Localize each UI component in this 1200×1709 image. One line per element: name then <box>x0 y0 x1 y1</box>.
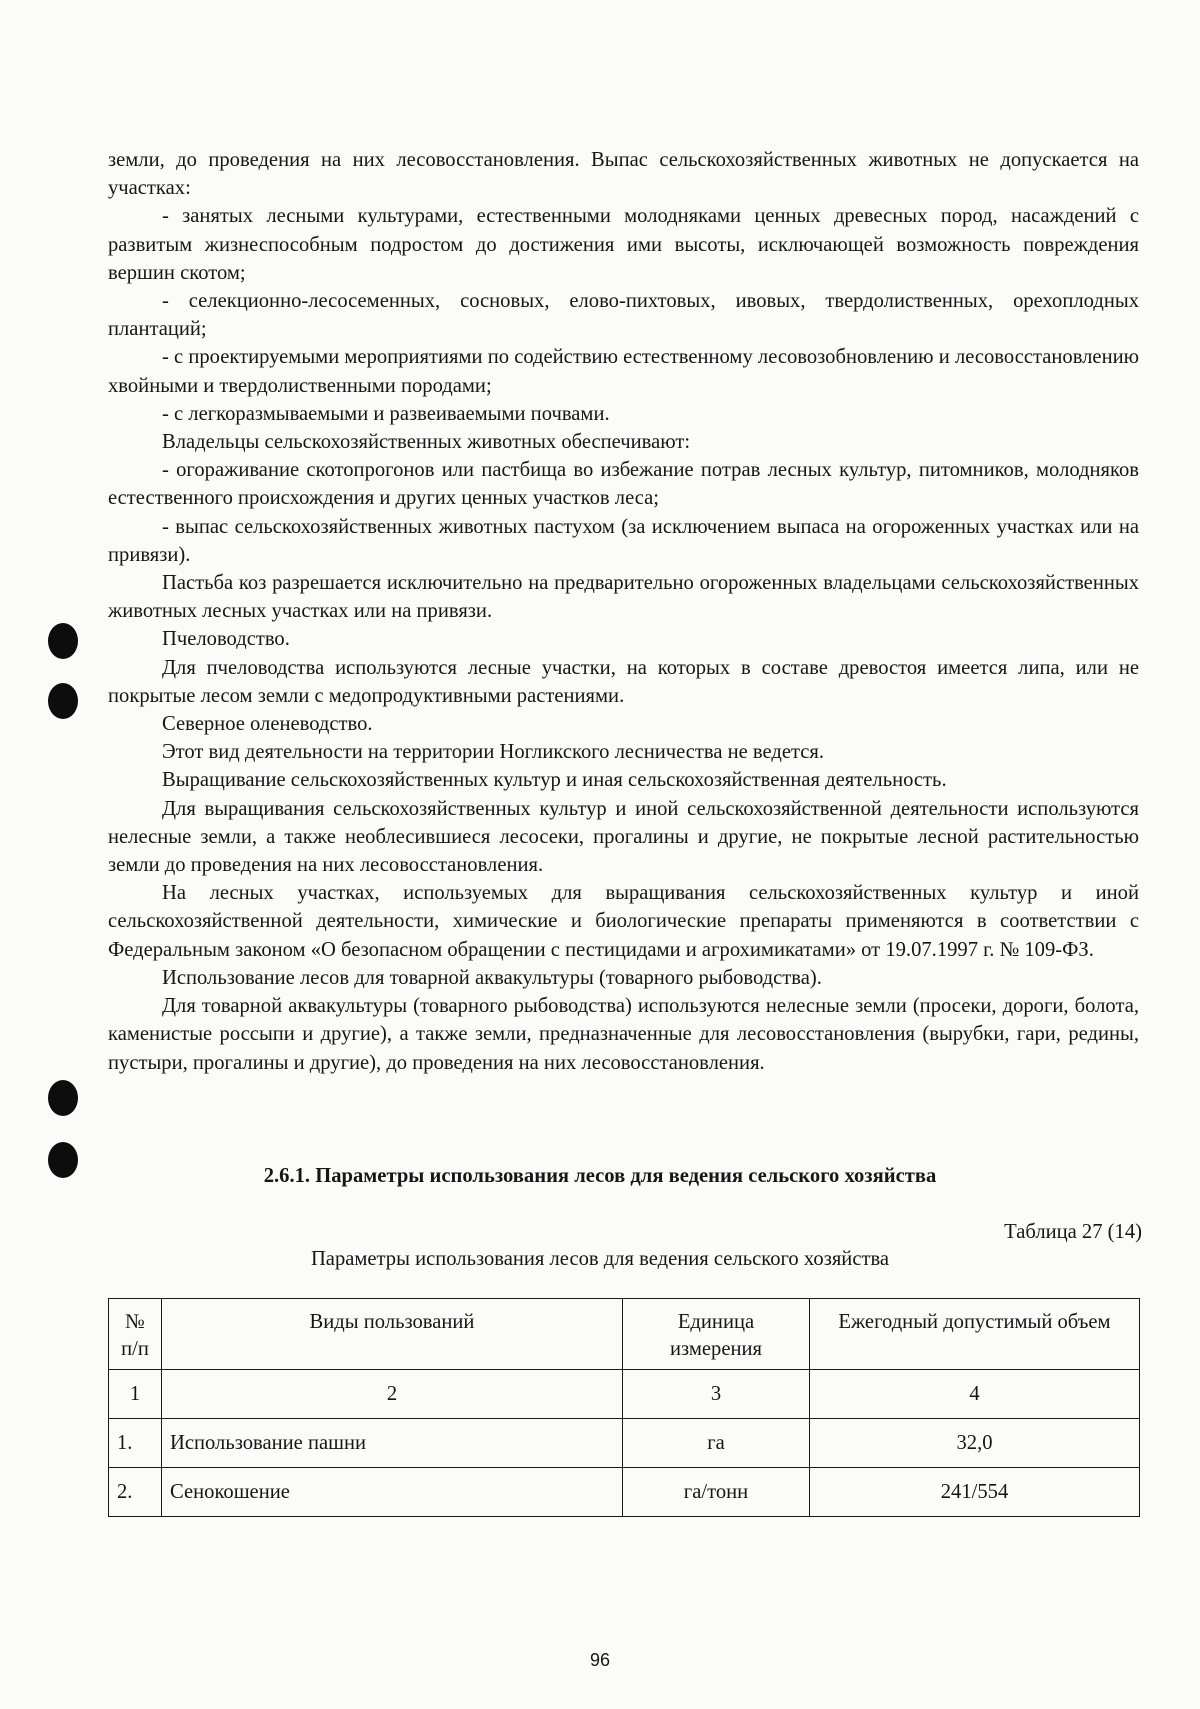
punch-hole-2 <box>48 683 78 719</box>
row-unit: га <box>623 1419 810 1468</box>
paragraph: земли, до проведения на них лесовосстановления. Выпас сельскохозяйственных животных не допускается на участках: <box>108 149 1139 200</box>
table-number: Таблица 27 (14) <box>1004 1221 1142 1243</box>
row-unit: га/тонн <box>623 1468 810 1517</box>
row-annual-volume: 32,0 <box>810 1419 1140 1468</box>
punch-hole-1 <box>48 623 78 659</box>
paragraph: Выращивание сельскохозяйственных культур и иная сельскохозяйственная деятельность. <box>162 769 947 792</box>
table-row <box>109 1419 1140 1468</box>
paragraph: Северное оленеводство. <box>162 713 373 736</box>
table-title: Параметры использования лесов для ведения сельского хозяйства <box>310 1248 890 1270</box>
row-number: 2. <box>109 1468 162 1517</box>
header-number: № п/п <box>109 1299 162 1370</box>
header-annual-volume: Ежегодный допустимый объем <box>810 1299 1140 1370</box>
table-header-row <box>109 1299 1140 1370</box>
column-number-2: 2 <box>162 1370 623 1419</box>
paragraph: Для выращивания сельскохозяйственных культур и иной сельскохозяйственной деятельности используются нелесные земли, а также необлесившиеся лесосеки, прогалины и другие, не покрытые лесной растительностью земли до проведения на них лесовосстановления. <box>108 797 1139 877</box>
row-usage-type: Использование пашни <box>162 1419 623 1468</box>
column-number-4: 4 <box>810 1370 1140 1419</box>
paragraph: Для пчеловодства используются лесные участки, на которых в составе древостоя имеется липа, или не покрытые лесом земли с медопродуктивными растениями. <box>108 656 1139 707</box>
row-number: 1. <box>109 1419 162 1468</box>
punch-hole-3 <box>48 1080 78 1116</box>
paragraph: Пастьба коз разрешается исключительно на предварительно огороженных владельцами сельскохозяйственных животных лесных участках или на привязи. <box>108 572 1139 623</box>
section-heading: 2.6.1. Параметры использования лесов для ведения сельского хозяйства <box>263 1165 937 1187</box>
paragraph: - с проектируемыми мероприятиями по содействию естественному лесовозобновлению и лесовосстановлению хвойными и твердолиственными породами; <box>108 346 1139 397</box>
row-usage-type: Сенокошение <box>162 1468 623 1517</box>
column-number-3: 3 <box>623 1370 810 1419</box>
paragraph: Для товарной аквакультуры (товарного рыбоводства) используются нелесные земли (просеки, дороги, болота, каменистые россыпи и другие), а также земли, предназначенные для лесовосстановления (вырубки, гари, редины, пустыри, прогалины и другие), до проведения на них лесовосстановления. <box>108 995 1139 1074</box>
row-annual-volume: 241/554 <box>810 1468 1140 1517</box>
paragraph: Использование лесов для товарной аквакультуры (товарного рыбоводства). <box>162 966 822 989</box>
column-number-1: 1 <box>109 1370 162 1419</box>
page-number: 96 <box>589 1650 611 1670</box>
parameters-table <box>108 1298 1140 1517</box>
paragraph: Этот вид деятельности на территории Ногликского лесничества не ведется. <box>162 741 825 764</box>
header-usage-types: Виды пользований <box>162 1299 623 1370</box>
header-unit: Единица измерения <box>623 1299 810 1370</box>
paragraph: - с легкоразмываемыми и развеиваемыми почвами. <box>162 402 610 425</box>
paragraph: - выпас сельскохозяйственных животных пастухом (за исключением выпаса на огороженных участках или на привязи). <box>108 515 1139 566</box>
paragraph: На лесных участках, используемых для выращивания сельскохозяйственных культур и иной сельскохозяйственной деятельности, химические и биологические препараты применяются в соответствии с Федеральным законом «О безопасном обращении с пестицидами и агрохимикатами» от 19.07.1997 г. № 109-ФЗ. <box>108 882 1139 961</box>
body-text <box>108 146 1139 1077</box>
paragraph: - занятых лесными культурами, естественными молодняками ценных древесных пород, насаждений с развитым жизнеспособным подростом до достижения ими высоты, исключающей возможность повреждения вершин скотом; <box>108 205 1139 284</box>
table-row <box>109 1468 1140 1517</box>
table-column-numbers-row <box>109 1370 1140 1419</box>
paragraph: - селекционно-лесосеменных, сосновых, елово-пихтовых, ивовых, твердолиственных, орехоплодных плантаций; <box>108 290 1139 341</box>
paragraph: - огораживание скотопрогонов или пастбища во избежание потрав лесных культур, питомников, молодняков естественного происхождения и других ценных участков леса; <box>108 459 1139 510</box>
paragraph: Владельцы сельскохозяйственных животных обеспечивают: <box>162 431 691 454</box>
paragraph: Пчеловодство. <box>162 628 290 651</box>
